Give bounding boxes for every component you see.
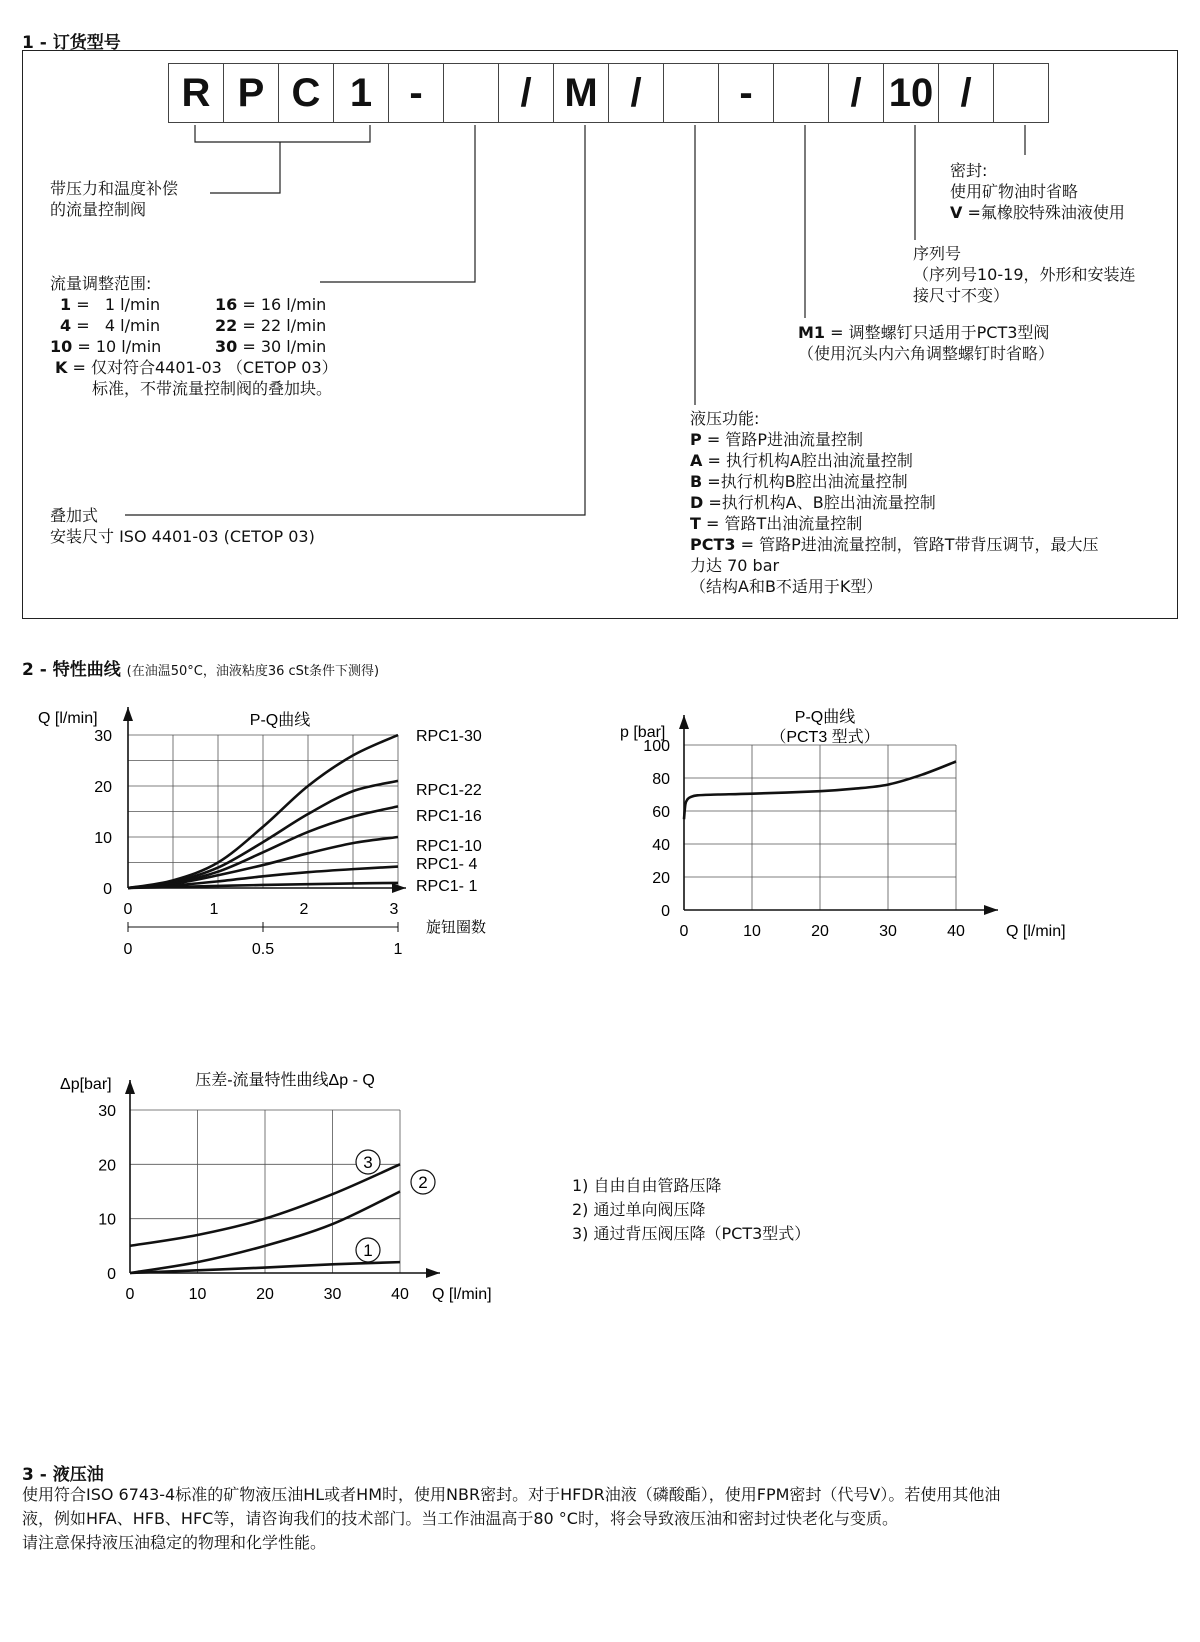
serial-title: 序列号 [913,244,962,263]
hydraulic-item-t: T = 管路T出油流量控制 [690,514,863,533]
section2-title: 2 - 特性曲线 (在油温50°C，油液粘度36 cSt条件下测得) [22,660,380,680]
hydraulic-title: 液压功能: [690,409,760,428]
serial-line-1: （序列号10-19，外形和安装连 [913,265,1136,284]
series-label: RPC1- 4 [416,856,478,873]
series-marker-label: 3 [363,1153,373,1172]
y-tick-label: 40 [652,837,670,854]
x-axis-arrow [392,883,406,893]
chart-pq-pct3 [620,709,1120,1015]
hydraulic-item-d: D =执行机构A、B腔出油流量控制 [690,493,936,512]
x-tick-label: 30 [323,1286,342,1303]
seal-title: 密封: [950,161,988,180]
y-axis-label: Δp[bar] [60,1076,112,1093]
hydraulic-item-pct3: PCT3 = 管路P进油流量控制，管路T带背压调节，最大压 [690,535,1099,554]
flow-item-1: 1 = 1 l/min [60,295,161,314]
dpq-legend-3: 3) 通过背压阀压降（PCT3型式） [572,1224,811,1243]
mounting-line-2: 安装尺寸 ISO 4401-03 (CETOP 03) [50,527,315,546]
y-tick-label: 0 [107,1266,116,1283]
y-tick-label: 10 [98,1211,116,1229]
x-tick-label: 40 [947,923,965,940]
x-tick-label: 2 [299,901,309,918]
section3-line-3: 请注意保持液压油稳定的物理和化学性能。 [22,1533,327,1552]
y-axis-label: Q [l/min] [38,710,98,727]
x-tick-label: 3 [389,901,399,918]
section3-line-2: 液，例如HFA、HFB、HFC等，请咨询我们的技术部门。当工作油温高于80 °C时，将会导致液压油和密封过快老化与变质。 [22,1509,898,1528]
x-tick-label: 20 [811,923,829,940]
section3-line-1: 使用符合ISO 6743-4标准的矿物液压油HL或者HM时，使用NBR密封。对于HFDR油液（磷酸酯），使用FPM密封（代号V）。若使用其他油 [22,1485,1001,1504]
hydraulic-item-p: P = 管路P进油流量控制 [690,430,863,449]
x-axis-label: 旋钮圈数 [426,919,487,936]
dpq-legend-1: 1) 自由自由管路压降 [572,1176,722,1195]
m1-line-2: （使用沉头内六角调整螺钉时省略） [798,344,1055,363]
x2-tick-label: 0.5 [251,941,275,958]
chart-title: 压差-流量特性曲线Δp - Q [195,1072,375,1089]
series-label: RPC1-10 [416,838,482,855]
x-axis-arrow [426,1268,440,1278]
flow-item-30: 30 = 30 l/min [215,337,327,356]
x-tick-label: 20 [256,1286,274,1303]
serial-line-2: 接尺寸不变） [913,286,1010,305]
chart-pq [20,710,560,1015]
chart-dp-q [20,1072,580,1395]
x-axis-label: Q [l/min] [1006,923,1066,940]
y-tick-label: 10 [94,830,112,847]
chart-title: P-Q曲线 [249,712,311,729]
order-code-cell: / [828,63,884,123]
y-axis-arrow [125,1080,135,1094]
order-code-cell: 10 [883,63,939,123]
x-axis-label: Q [l/min] [432,1286,492,1303]
flow-item-k: K = 仅对符合4401-03 （CETOP 03） [55,358,338,377]
flow-item-k-line2: 标准，不带流量控制阀的叠加块。 [92,379,333,398]
y-axis-label: p [bar] [620,724,666,741]
x-tick-label: 0 [123,901,133,918]
y-tick-label: 100 [643,738,670,755]
y-tick-label: 20 [652,870,670,887]
flow-item-10: 10 = 10 l/min [50,337,162,356]
y-tick-label: 80 [652,771,670,788]
hydraulic-line-cont: 力达 70 bar [690,556,780,575]
x-tick-label: 30 [879,923,897,940]
order-code-cell: / [938,63,994,123]
x-tick-label: 0 [679,923,689,940]
series-label: RPC1-16 [416,808,482,825]
y-tick-label: 30 [94,728,112,745]
m1-line-1: M1 = 调整螺钉只适用于PCT3型阀 [798,323,1050,342]
series-label: RPC1-30 [416,728,482,745]
x-tick-label: 0 [125,1286,135,1303]
y-axis-arrow [679,715,689,729]
hydraulic-item-a: A = 执行机构A腔出油流量控制 [690,451,913,470]
x-tick-label: 10 [188,1286,207,1303]
hydraulic-item-b: B =执行机构B腔出油流量控制 [690,472,908,491]
x-axis-arrow [984,905,998,915]
series-label: RPC1-22 [416,782,482,799]
x2-tick-label: 1 [393,941,403,958]
chart-title: P-Q曲线 [794,709,856,726]
section1-title: 1 - 订货型号 [22,33,121,53]
y-tick-label: 0 [103,881,112,898]
order-code-cell: R [168,63,224,123]
y-tick-label: 20 [98,1157,116,1175]
x-tick-label: 40 [391,1286,409,1303]
y-tick-label: 20 [94,779,112,796]
order-code-cell: M [553,63,609,123]
order-code-cell: / [608,63,664,123]
flow-range-title: 流量调整范围: [50,274,152,293]
y-tick-label: 0 [661,903,670,920]
order-code-cell: - [388,63,444,123]
series-marker-label: 2 [418,1173,428,1192]
order-code-cell: P [223,63,279,123]
order-code-cell: 1 [333,63,389,123]
order-code-cell: / [498,63,554,123]
order-code-cell: - [718,63,774,123]
section2-subtitle: (在油温50°C，油液粘度36 cSt条件下测得) [126,664,380,679]
x2-tick-label: 0 [123,941,133,958]
mounting-line-1: 叠加式 [50,506,99,525]
seal-line-1: 使用矿物油时省略 [950,182,1079,201]
dpq-legend-2: 2) 通过单向阀压降 [572,1200,706,1219]
seal-line-v: V =氟橡胶特殊油液使用 [950,203,1125,222]
flow-item-16: 16 = 16 l/min [215,295,327,314]
section3-title: 3 - 液压油 [22,1465,104,1485]
series-marker-label: 1 [363,1241,373,1260]
y-axis-arrow [123,707,133,721]
flow-item-22: 22 = 22 l/min [215,316,327,335]
hydraulic-note: （结构A和B不适用于K型） [690,577,883,596]
order-code-cell: C [278,63,334,123]
y-tick-label: 30 [98,1103,116,1120]
chart-subtitle: （PCT3 型式） [770,729,880,746]
compensator-text-2: 的流量控制阀 [50,200,147,219]
series-label: RPC1- 1 [416,878,478,895]
x-tick-label: 1 [209,901,219,918]
compensator-text-1: 带压力和温度补偿 [50,179,179,198]
y-tick-label: 60 [652,804,670,821]
x-tick-label: 10 [743,923,761,940]
flow-item-4: 4 = 4 l/min [60,316,161,335]
